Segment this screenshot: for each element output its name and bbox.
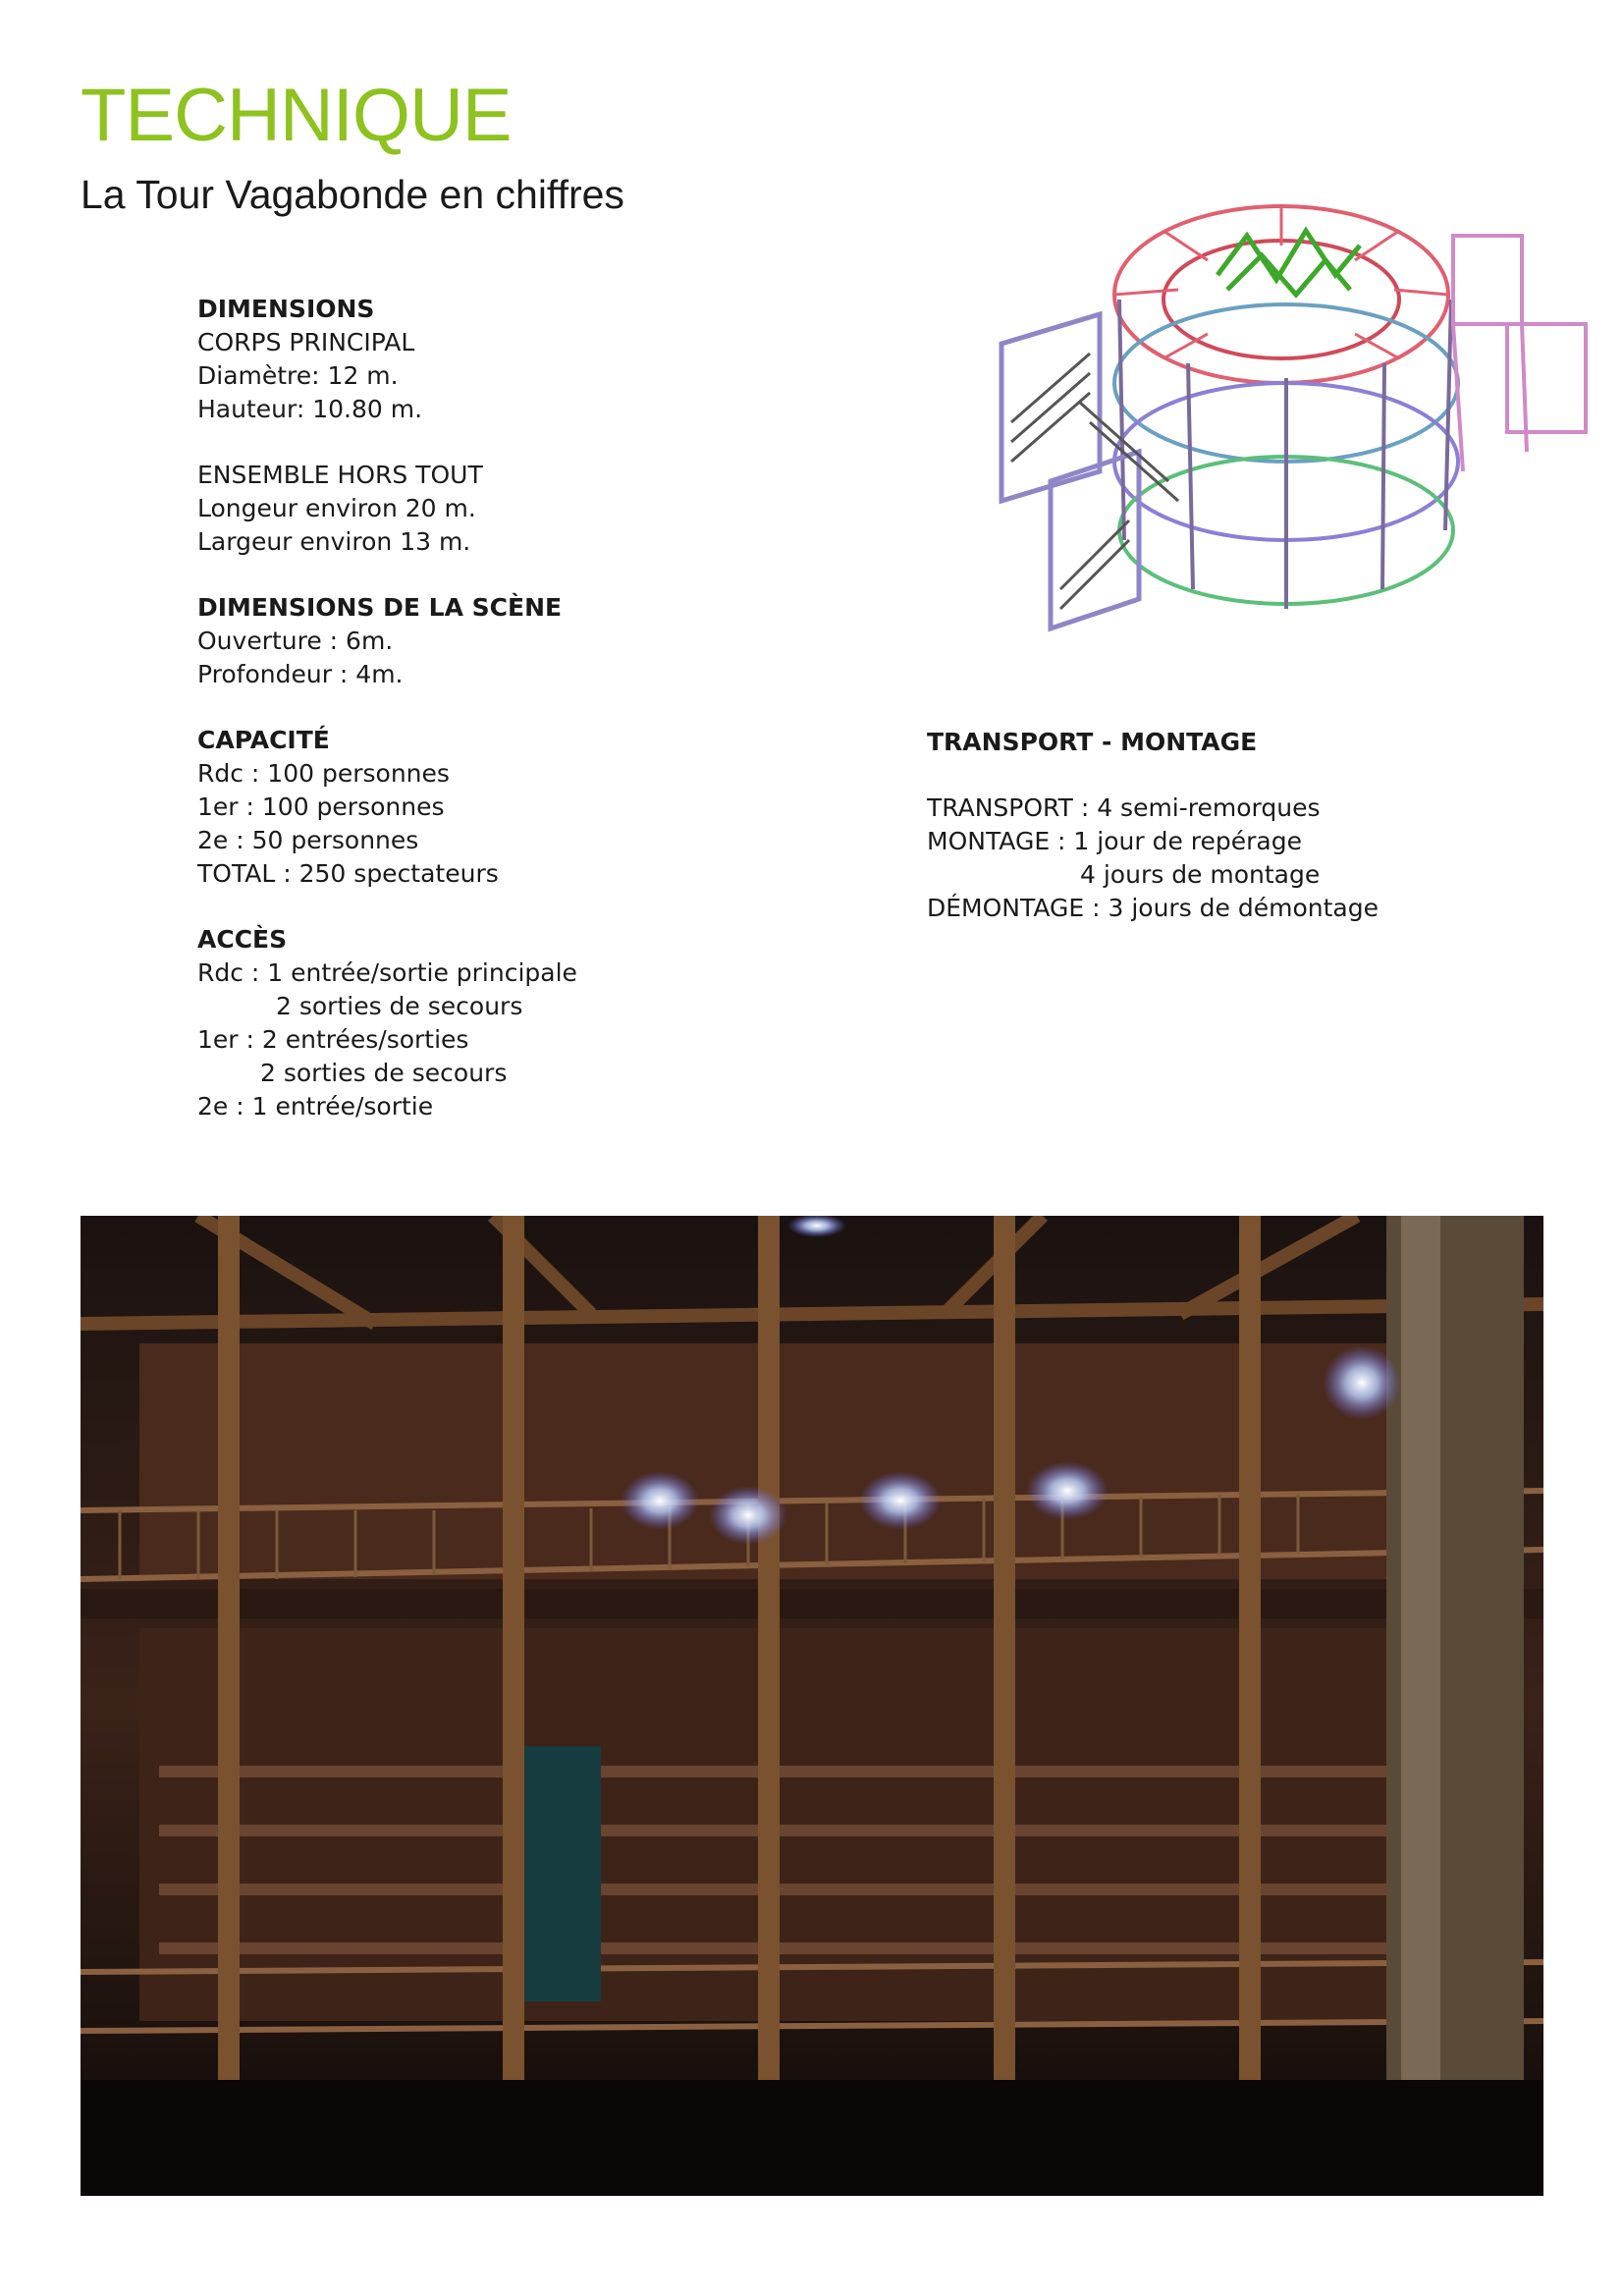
deuxieme-acces: 2e : 1 entrée/sortie	[197, 1092, 434, 1121]
transport-value: TRANSPORT : 4 semi-remorques	[927, 793, 1321, 822]
tower-interior-photo	[81, 1216, 1543, 2196]
diametre-value: Diamètre: 12 m.	[197, 361, 399, 390]
total-capacite: TOTAL : 250 spectateurs	[197, 859, 499, 888]
montage-jours: 4 jours de montage	[1080, 860, 1321, 889]
transport-heading: TRANSPORT - MONTAGE	[927, 728, 1258, 756]
ouverture-value: Ouverture : 6m.	[197, 627, 394, 655]
rdc-capacite: Rdc : 100 personnes	[197, 759, 450, 788]
premier-acces: 1er : 2 entrées/sorties	[197, 1025, 469, 1054]
largeur-value: Largeur environ 13 m.	[197, 527, 471, 556]
longueur-value: Longeur environ 20 m.	[197, 494, 476, 522]
page-subtitle: La Tour Vagabonde en chiffres	[81, 172, 624, 217]
tower-structure-drawing	[992, 177, 1600, 687]
acces-heading: ACCÈS	[197, 925, 288, 954]
spacer	[927, 759, 1379, 792]
scene-heading: DIMENSIONS DE LA SCÈNE	[197, 593, 563, 622]
spacer	[197, 691, 577, 724]
capacite-heading: CAPACITÉ	[197, 726, 330, 754]
ensemble-label: ENSEMBLE HORS TOUT	[197, 461, 483, 489]
deuxieme-capacite: 2e : 50 personnes	[197, 826, 419, 854]
page-title: TECHNIQUE	[81, 74, 512, 157]
spacer	[197, 559, 577, 591]
premier-secours: 2 sorties de secours	[260, 1059, 508, 1087]
hauteur-value: Hauteur: 10.80 m.	[197, 395, 423, 423]
transport-column	[927, 726, 1379, 925]
spacer	[197, 891, 577, 923]
profondeur-value: Profondeur : 4m.	[197, 660, 404, 688]
demontage-value: DÉMONTAGE : 3 jours de démontage	[927, 894, 1379, 922]
dimensions-heading: DIMENSIONS	[197, 295, 375, 323]
spacer	[197, 426, 577, 459]
corps-principal-label: CORPS PRINCIPAL	[197, 328, 415, 356]
premier-capacite: 1er : 100 personnes	[197, 793, 445, 821]
specs-left-column	[197, 293, 577, 1123]
rdc-acces: Rdc : 1 entrée/sortie principale	[197, 958, 577, 987]
montage-value: MONTAGE : 1 jour de repérage	[927, 827, 1302, 855]
rdc-secours: 2 sorties de secours	[276, 992, 523, 1020]
